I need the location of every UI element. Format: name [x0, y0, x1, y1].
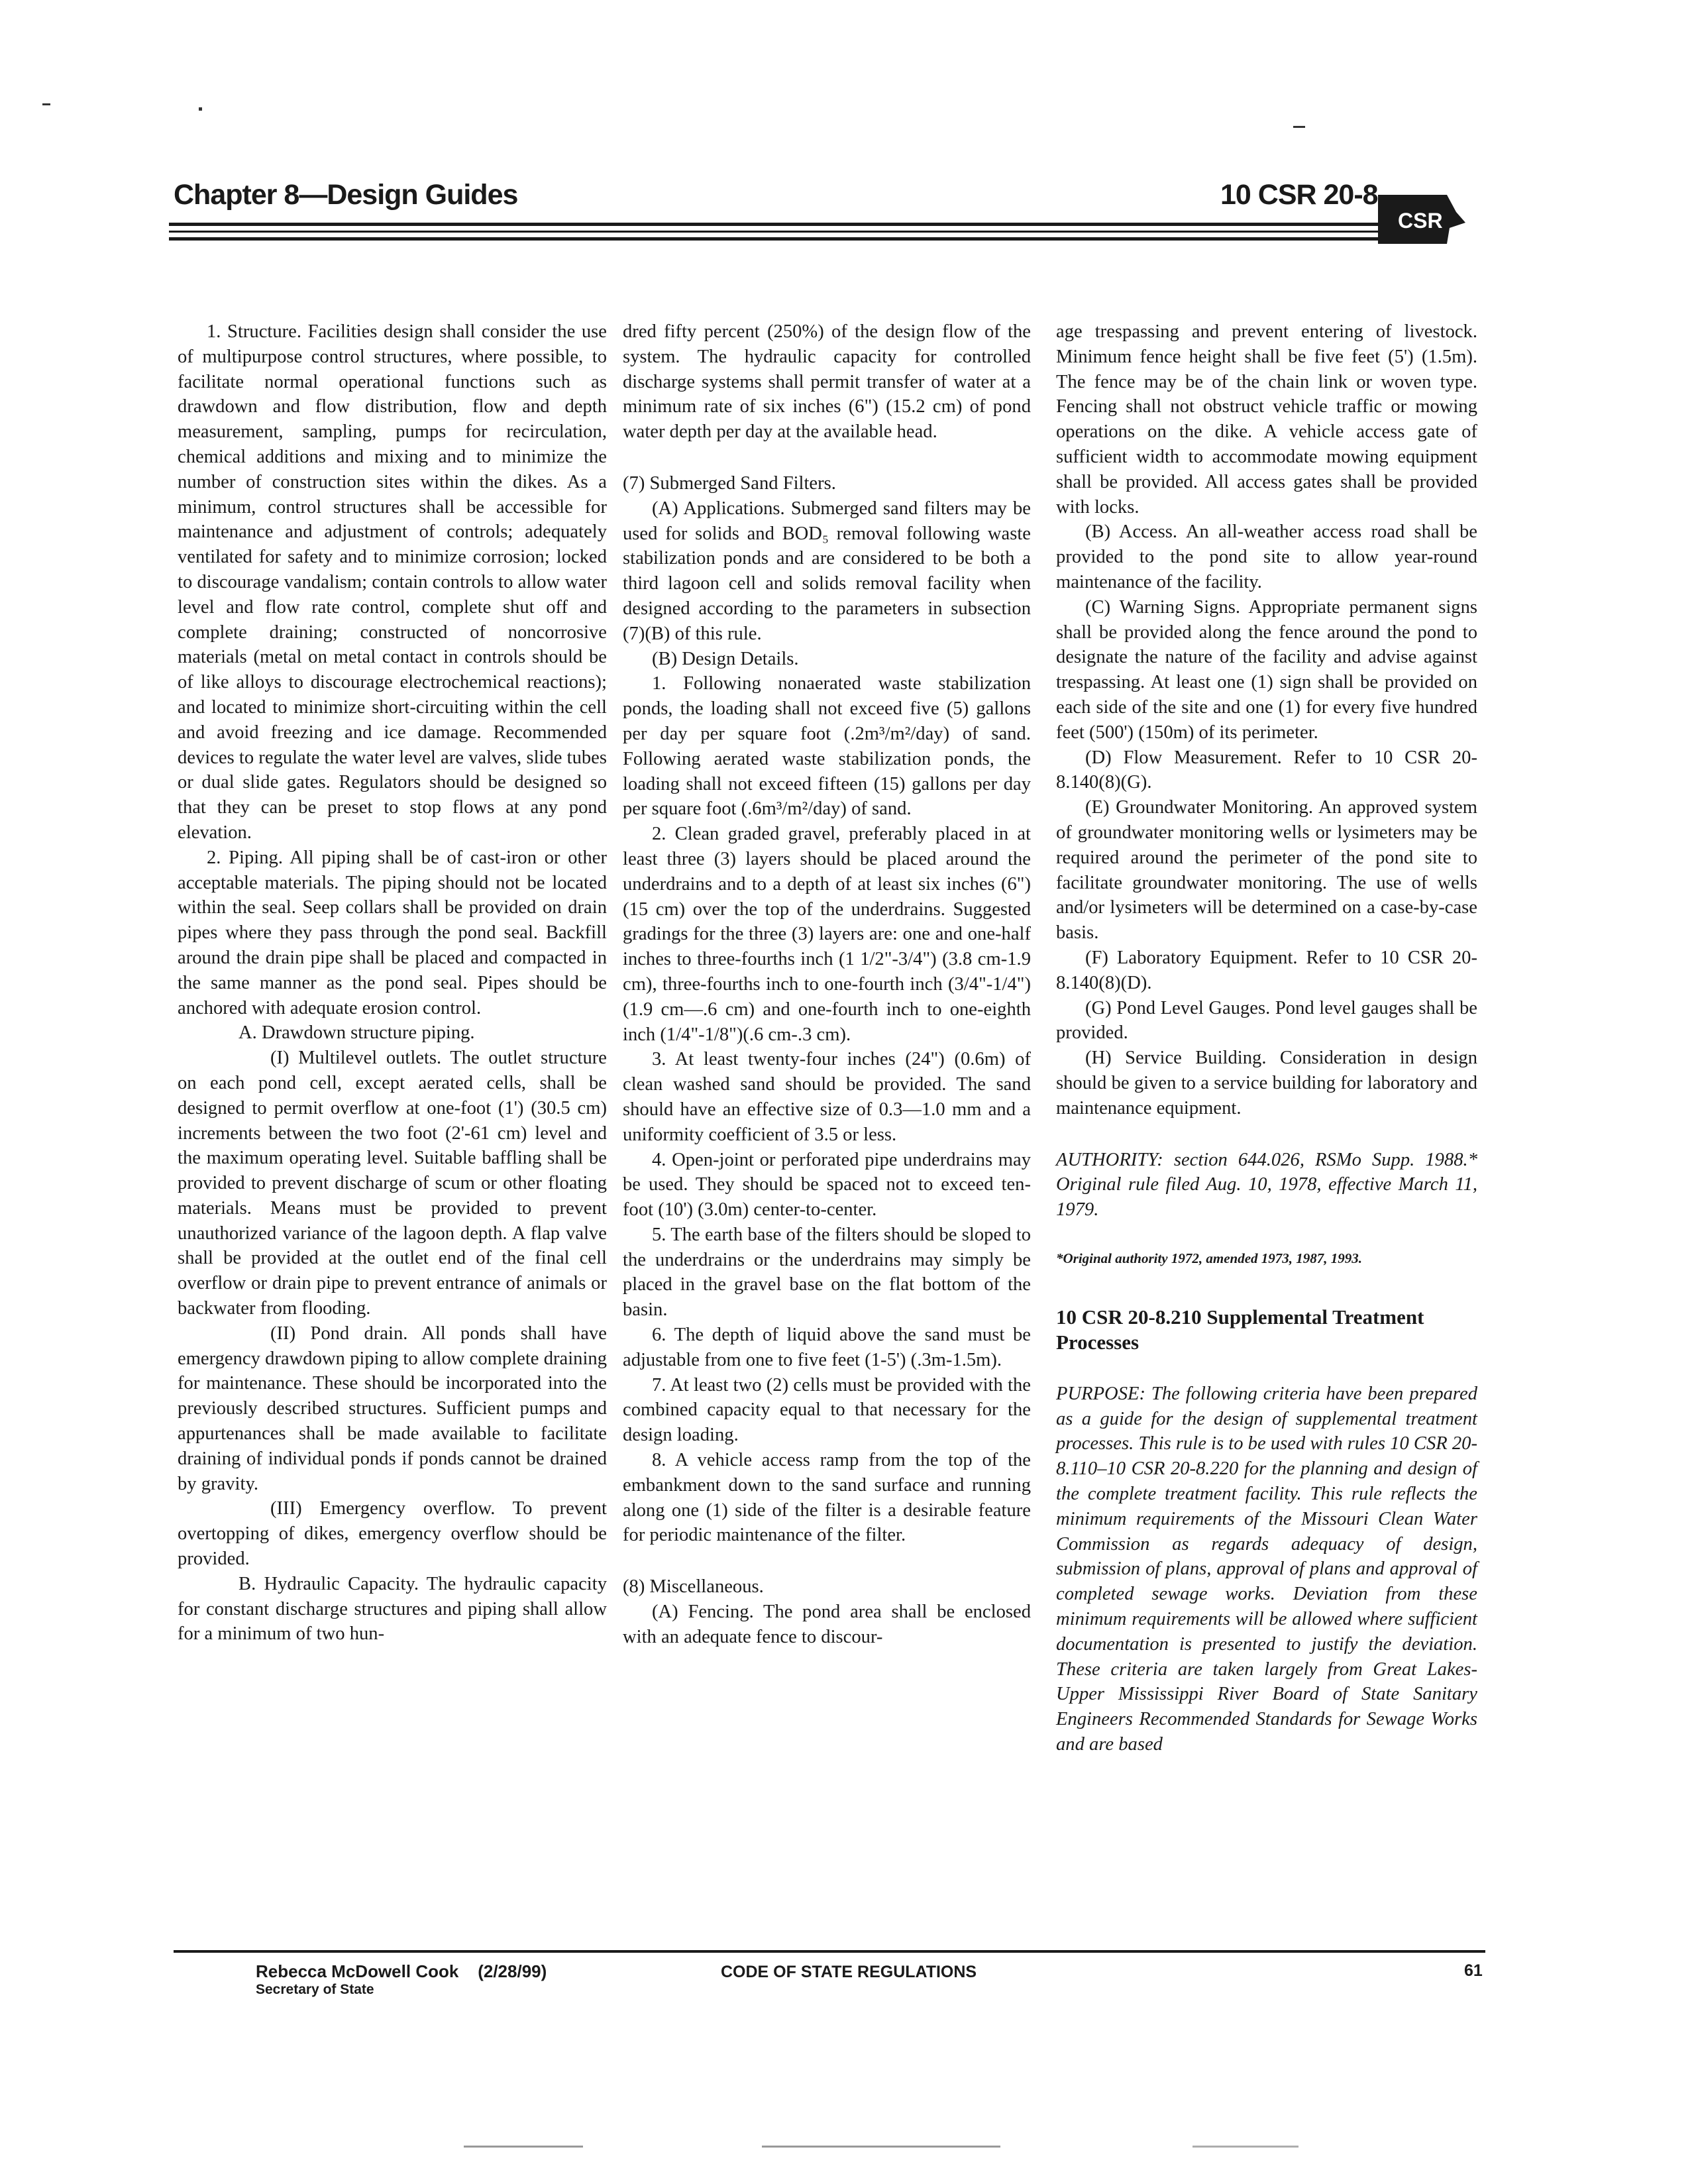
paragraph-service-building: (H) Service Building. Consideration in design should be given to a service building for laboratory and maintenance equipment. — [1056, 1048, 1477, 1119]
paragraph-hydraulic-capacity: B. Hydraulic Capacity. The hydraulic capacity for constant discharge structures and piping shall allow for a minimum of two hun- — [178, 1573, 607, 1645]
paragraph-applications: (A) Applications. Submerged sand filters may be used for solids and BOD₅ removal following waste stabilization ponds and are considered to be both a third lagoon cell and solids removal facility when designed according to the parameters in subsection (7)(B) of this rule. — [623, 498, 1031, 644]
paragraph-item-8: 8. A vehicle access ramp from the top of the embankment down to the sand surface and running along one (1) side of the filter is a desirable feature for periodic maintenance of the filter. — [623, 1450, 1031, 1546]
purpose-statement: PURPOSE: The following criteria have been prepared as a guide for the design of supplemental treatment processes. This rule is to be used with rules 10 CSR 20-8.110–10 CSR 20-8.220 for the planning and design of the complete treatment facility. This rule reflects the minimum requirements of the Missouri Clean Water Commission as regards adequacy of design, submission of plans, approval of plans and approval of completed sewage works. Deviation from these minimum requirements will be allowed where sufficient documentation is presented to justify the deviation. These criteria are taken largely from Great Lakes-Upper Mississippi River Board of State Sanitary Engineers Recommended Standards for Sewage Works and are based — [1056, 1383, 1477, 1755]
paragraph-flow-measurement: (D) Flow Measurement. Refer to 10 CSR 20-8.140(8)(G). — [1056, 747, 1477, 793]
authority-footnote: *Original authority 1972, amended 1973, 1987, 1993. — [1056, 1250, 1363, 1266]
paragraph-fencing-continued: age trespassing and prevent entering of livestock. Minimum fence height shall be five feet (5') (1.5m). The fence may be of the chain link or woven type. Fencing shall not obstruct vehicle traffic or mowing operations on the dike. A vehicle access gate of sufficient width to accommodate mowing equipment shall be provided. All access gates shall be provided with locks. — [1056, 321, 1477, 518]
paragraph-level-gauges: (G) Pond Level Gauges. Pond level gauges shall be provided. — [1056, 997, 1477, 1044]
paragraph-item-2: 2. Clean graded gravel, preferably placed in at least three (3) layers should be placed around the underdrains and to a depth of at least six inches (6") (15 cm) over the top of the underdrains. Suggested gradings for the three (3) layers are: one and one-half inches to three-fourths inch (1 1/2"-3/4") (3.8 cm-1.9 cm), three-fourths inch to one-fourth inch (3/4"-1/4") (1.9 cm—.6 cm) and one-fourth inch to one-eighth inch (1/4"-1/8")(.6 cm-.3 cm). — [623, 824, 1031, 1045]
paragraph-structure: 1. Structure. Facilities design shall consider the use of multipurpose control structures, where possible, to facilitate normal operational functions such as drawdown and flow distribution, flow and depth measurement, sampling, pumps for recirculation, chemical additions and mixing and to minimize the number of construction sites within the dikes. As a minimum, control structures shall be accessible for maintenance and adjustment of controls; adequately ventilated for safety and to minimize corrosion; locked to discourage vandalism; contain controls to allow water level and flow rate control, complete shut off and complete draining; constructed of noncorrosive materials (metal on metal contact in controls should be of like alloys to discourage electrochemical reactions); and located to minimize short-circuiting within the cell and avoid freezing and ice damage. Recommended devices to regulate the water level are valves, slide tubes or dual slide gates. Regulators should be designed so that they can be preset to stop flows at any pond elevation. — [178, 321, 607, 843]
paragraph-multilevel-outlets: (I) Multilevel outlets. The outlet structure on each pond cell, except aerated cells, shall be designed to permit overflow at one-foot (1') (30.5 cm) increments between the two foot (2'-61 cm) level and the maximum operating level. Suitable baffling shall be provided to prevent discharge of scum or other floating materials. Means must be provided to prevent unauthorized variance of the lagoon depth. A flap valve shall be provided at the outlet end of the final cell overflow or drain pipe to prevent entrance of animals or backwater from flooding. — [178, 1048, 607, 1319]
paragraph-item-3: 3. At least twenty-four inches (24") (0.6m) of clean washed sand should be provided. The sand should have an effective size of 0.3—1.0 mm and a uniformity coefficient of 3.5 or less. — [623, 1049, 1031, 1145]
svg-text:CSR: CSR — [1398, 209, 1443, 233]
scan-speck — [762, 2146, 1000, 2148]
subheading-design-details: (B) Design Details. — [652, 648, 799, 669]
paragraph-item-5: 5. The earth base of the filters should be sloped to the underdrains or the underdrains may simply be placed in the gravel base on the flat bottom of the basin. — [623, 1224, 1031, 1321]
paragraph-continuation: dred fifty percent (250%) of the design flow of the system. The hydraulic capacity for controlled discharge systems shall permit transfer of water at a minimum rate of six inches (6") (15.2 cm) of pond water depth per day at the available head. — [623, 321, 1031, 443]
paragraph-piping: 2. Piping. All piping shall be of cast-iron or other acceptable materials. The piping should not be located within the seal. Seep collars shall be provided on drain pipes where they pass through the pond seal. Backfill around the drain pipe shall be placed and compacted in the same manner as the pond seal. Pipes should be anchored with adequate erosion control. — [178, 847, 607, 1018]
paragraph-item-6: 6. The depth of liquid above the sand must be adjustable from one to five feet (1-5') (.3m-1.5m). — [623, 1325, 1031, 1370]
csr-logo-icon — [1373, 191, 1465, 248]
column-1 — [178, 319, 607, 1647]
paragraph-groundwater: (E) Groundwater Monitoring. An approved system of groundwater monitoring wells or lysimeters may be required around the perimeter of the pond site to facilitate groundwater monitoring. The use of wells and/or lysimeters will be determined on a case-by-case basis. — [1056, 797, 1477, 944]
header-rule-middle — [169, 231, 1406, 233]
paragraph-item-7: 7. At least two (2) cells must be provided with the combined capacity equal to that necessary for the design loading. — [623, 1374, 1031, 1446]
section-heading-miscellaneous: (8) Miscellaneous. — [623, 1576, 764, 1598]
header-rule-top — [169, 223, 1406, 226]
paragraph-pond-drain: (II) Pond drain. All ponds shall have emergency drawdown piping to allow complete draining for maintenance. These should be incorporated into the previously described structures. Sufficient pumps and appurtenances shall be made available to facilitate draining of individual ponds if ponds cannot be drained by gravity. — [178, 1323, 607, 1494]
regulation-number: 10 CSR 20-8 — [1220, 179, 1378, 211]
paragraph-warning-signs: (C) Warning Signs. Appropriate permanent signs shall be provided along the fence around the pond to designate the nature of the facility and advise against trespassing. At least one (1) sign shall be provided on each side of the site and one (1) for every five hundred feet (500') (150m) of its perimeter. — [1056, 596, 1477, 743]
scan-speck — [1192, 2146, 1298, 2148]
scan-speck — [1293, 126, 1305, 128]
rule-heading: 10 CSR 20-8.210 Supplemental Treatment Processes — [1056, 1305, 1424, 1354]
paragraph-item-1: 1. Following nonaerated waste stabilization ponds, the loading shall not exceed five (5) gallons per day per square foot (.2m³/m²/day) of sand. Following aerated waste stabilization ponds, the loading shall not exceed fifteen (15) gallons per day per square foot (.6m³/m²/day) of sand. — [623, 673, 1031, 820]
authority-note: AUTHORITY: section 644.026, RSMo Supp. 1988.* Original rule filed Aug. 10, 1978, effective March 11, 1979. — [1056, 1149, 1477, 1221]
paragraph-item-4: 4. Open-joint or perforated pipe underdrains may be used. They should be spaced not to exceed ten-foot (10') (3.0m) center-to-center. — [623, 1149, 1031, 1221]
page-number: 61 — [1464, 1961, 1483, 1980]
paragraph-access: (B) Access. An all-weather access road shall be provided to the pond site to allow year-round maintenance of the facility. — [1056, 521, 1477, 592]
section-heading-sand-filters: (7) Submerged Sand Filters. — [623, 472, 836, 494]
scan-speck — [42, 103, 50, 105]
paragraph-fencing: (A) Fencing. The pond area shall be enclosed with an adequate fence to discour- — [623, 1602, 1031, 1647]
paragraph-emergency-overflow: (III) Emergency overflow. To prevent overtopping of dikes, emergency overflow should be provided. — [178, 1498, 607, 1570]
column-3 — [1056, 319, 1477, 1757]
footer-signatory: Rebecca McDowell Cook (2/28/99) — [256, 1961, 547, 1981]
subheading-drawdown: A. Drawdown structure piping. — [238, 1022, 475, 1044]
paragraph-laboratory: (F) Laboratory Equipment. Refer to 10 CSR 20-8.140(8)(D). — [1056, 947, 1477, 993]
footer-rule — [174, 1950, 1485, 1953]
footer-publication: CODE OF STATE REGULATIONS — [721, 1963, 977, 1981]
footer-signatory-title: Secretary of State — [256, 1982, 374, 1997]
chapter-title: Chapter 8—Design Guides — [174, 179, 518, 211]
scan-speck — [199, 107, 202, 111]
scan-speck — [464, 2146, 583, 2148]
header-rule-bottom — [169, 237, 1406, 241]
column-2 — [623, 319, 1031, 1650]
